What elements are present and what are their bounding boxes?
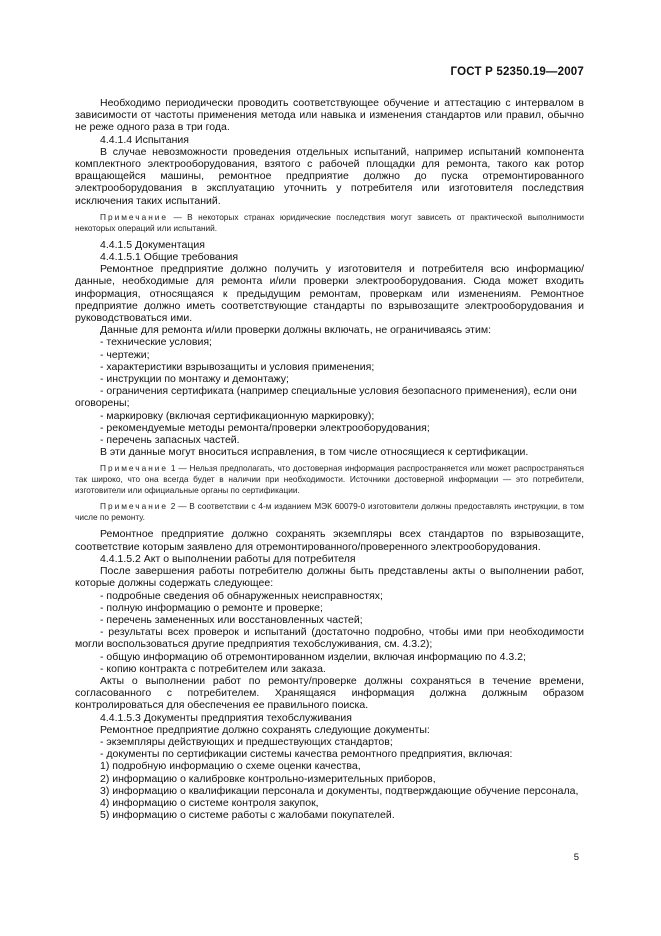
- section-heading-44152: 4.4.1.5.2 Акт о выполнении работы для потребителя: [100, 552, 356, 565]
- list-item: - перечень запасных частей.: [100, 434, 240, 447]
- paragraph-tests: В случае невозможности проведения отдельных испытаний, например испытаний компонента комплектного электрооборудования, взятого с рабочей площадки для ремонта, такого как ротор вращающейся машины, ремонтное предприятие должно до пуска отремонтированного электрооборудования в эксплуатацию уточнить у потребителя или изготовителя последствия исключения таких испытаний.: [75, 145, 584, 207]
- list-item: - характеристики взрывозащиты и условия применения;: [100, 360, 375, 373]
- note-text: 2 — В соответствии с 4-м изданием МЭК 60079-0 изготовители должны предоставлять инструкции, в том числе по ремонту.: [75, 501, 584, 523]
- list-item: - общую информацию об отремонтированном изделии, включая информацию по 4.3.2;: [100, 650, 526, 663]
- list-item: - копию контракта с потребителем или заказа.: [100, 662, 326, 675]
- note-text: 1 — Нельзя предполагать, что достоверная информация распространяется или может распространяться так широко, что она всегда будет в наличии при необходимости. Источники достоверной информации — это потребители, изготовители или официальные органы по сертификации.: [75, 463, 584, 496]
- list-item: - перечень замененных или восстановленных частей;: [100, 613, 363, 626]
- list-item: - подробные сведения об обнаруженных неисправностях;: [100, 589, 383, 602]
- paragraph-keep-standards: Ремонтное предприятие должно сохранять экземпляры всех стандартов по взрывозащите, соответствие которым заявлено для отремонтированного/проверенного электрооборудования.: [75, 528, 584, 553]
- list-item: - экземпляры действующих и предшествующих стандартов;: [100, 735, 393, 748]
- numbered-item: 2) информацию о калибровке контрольно-измерительных приборов,: [100, 772, 436, 785]
- paragraph-general-requirements: Ремонтное предприятие должно получить у изготовителя и потребителя всю информацию/данные, необходимые для ремонта и/или проверки электрооборудования. Сюда может входить информация, относящаяся к предыдущим ремонтам, проверкам или изменениям. Ремонтное предприятие должно иметь соответствующие стандарты по взрывозащите электрооборудования и руководствоваться ими.: [75, 263, 584, 325]
- section-heading-4415: 4.4.1.5 Документация: [100, 238, 205, 251]
- list-item: - технические условия;: [100, 336, 212, 349]
- paragraph-corrections: В эти данные могут вноситься исправления, в том числе относящиеся к сертификации.: [100, 446, 529, 459]
- list-repair-data: [75, 336, 584, 446]
- note-label: Примечание: [100, 211, 169, 222]
- numbered-item: 4) информацию о системе контроля закупок,: [100, 796, 319, 809]
- note-2: [75, 501, 584, 523]
- list-item: - результаты всех проверок и испытаний (достаточно подробно, чтобы ими при необходимости могли воспользоваться другие предприятия техобслуживания, см. 4.3.2);: [75, 626, 584, 651]
- list-item: - инструкции по монтажу и демонтажу;: [100, 373, 289, 386]
- note-1: [75, 463, 584, 496]
- note-text: — В некоторых странах юридические последствия могут зависеть от практической выполнимости некоторых операций или испытаний.: [75, 211, 584, 233]
- document-body: [75, 97, 584, 821]
- section-heading-44151: 4.4.1.5.1 Общие требования: [100, 251, 239, 264]
- list-item: - полную информацию о ремонте и проверке;: [100, 601, 323, 614]
- list-act-contents: [75, 590, 584, 675]
- list-item: - документы по сертификации системы качества ремонтного предприятия, включая:: [100, 748, 513, 761]
- list-item: - чертежи;: [100, 348, 150, 361]
- document-header-standard: ГОСТ Р 52350.19—2007: [450, 66, 584, 78]
- section-heading-44153: 4.4.1.5.3 Документы предприятия техобслуживания: [100, 711, 352, 724]
- list-item: - рекомендуемые методы ремонта/проверки электрооборудования;: [100, 421, 430, 434]
- list-documents: [75, 736, 584, 760]
- section-heading-4414: 4.4.1.4 Испытания: [100, 133, 189, 146]
- paragraph-acts-storage: Акты о выполнении работ по ремонту/проверке должны сохраняться в течение времени, согласованного с потребителем. Хранящаяся информация должна должным образом контролироваться для обеспечения ее правильного поиска.: [75, 674, 584, 712]
- list-item: - ограничения сертификата (например специальные условия безопасного применения), если они оговорены;: [75, 385, 577, 410]
- paragraph-keep-documents: Ремонтное предприятие должно сохранять следующие документы:: [100, 723, 430, 736]
- page-number: 5: [573, 852, 579, 863]
- paragraph-training: Необходимо периодически проводить соответствующее обучение и аттестацию с интервалом в зависимости от частоты применения метода или навыка и изменения стандартов или правил, обычно не реже одного раза в три года.: [75, 97, 584, 134]
- numbered-item: 1) подробную информацию о схеме оценки качества,: [100, 760, 361, 773]
- numbered-item: 5) информацию о системе работы с жалобами покупателей.: [100, 809, 395, 822]
- list-item: - маркировку (включая сертификационную маркировку);: [100, 409, 375, 422]
- list-quality-documents: [75, 760, 584, 821]
- paragraph-work-acts: После завершения работы потребителю должны быть представлены акты о выполнении работ, которые должны содержать следующее:: [75, 565, 584, 590]
- note-label: Примечание: [100, 463, 169, 474]
- paragraph-data-include: Данные для ремонта и/или проверки должны включать, не ограничиваясь этим:: [100, 324, 491, 337]
- numbered-item: 3) информацию о квалификации персонала и документы, подтверждающие обучение персонала,: [100, 784, 579, 797]
- note-label: Примечание: [100, 501, 169, 512]
- note-legal: [75, 212, 584, 234]
